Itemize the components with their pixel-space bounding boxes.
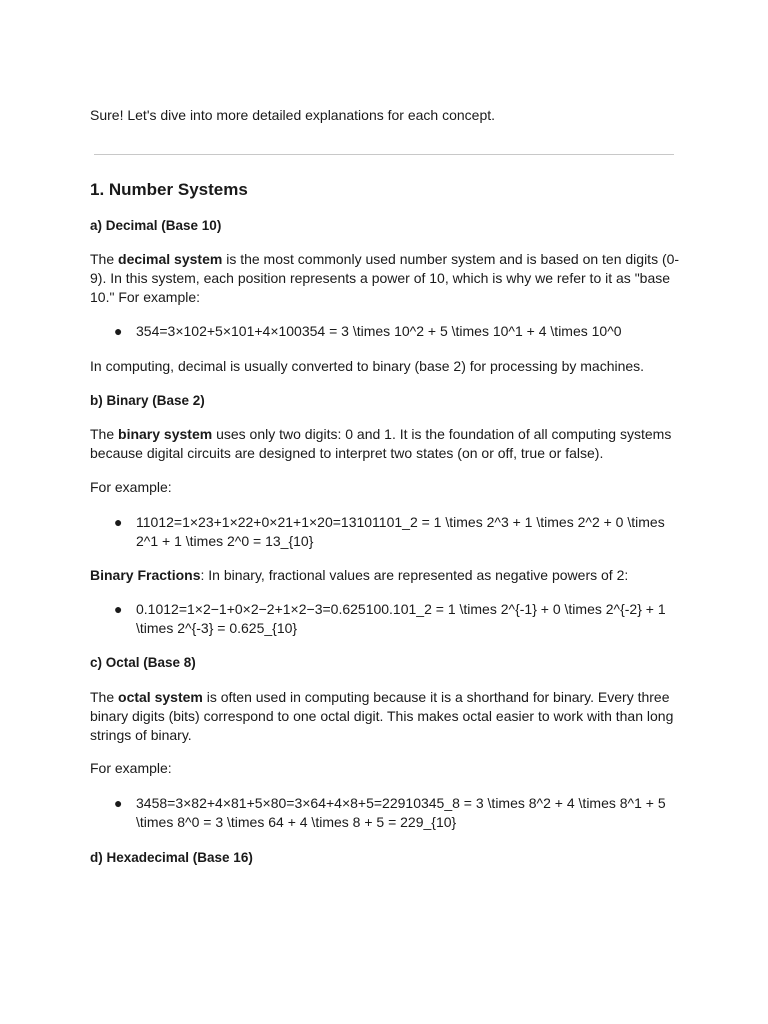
binary-fractions-paragraph: [90, 566, 680, 585]
octal-paragraph-post: is often used in computing because it is a shorthand for binary. Every three binary digits (bits) correspond to one octal digit. This makes octal easier to work with than long strings of binary.: [90, 689, 674, 743]
decimal-paragraph-post: is the most commonly used number system and is based on ten digits (0-9). In this system, each position represents a power of 10, which is why we refer to it as "base 10." For example:: [90, 251, 680, 305]
binary-term: binary system: [118, 426, 213, 442]
octal-heading: c) Octal (Base 8): [90, 655, 196, 670]
octal-paragraph: [90, 688, 680, 745]
octal-term: octal system: [118, 689, 203, 705]
decimal-term: decimal system: [118, 251, 223, 267]
horizontal-divider: [94, 154, 674, 155]
list-item: [90, 600, 680, 638]
binary-paragraph: [90, 425, 680, 463]
binary-fractions-term: Binary Fractions: [90, 567, 201, 583]
decimal-paragraph-pre: The: [90, 251, 119, 267]
octal-for-example: For example:: [90, 760, 172, 776]
binary-fractions-text: : In binary, fractional values are represented as negative powers of 2:: [200, 567, 629, 583]
binary-heading: b) Binary (Base 2): [90, 393, 205, 408]
bullet-icon: ●: [114, 323, 123, 339]
bullet-icon: ●: [114, 601, 123, 617]
bullet-icon: ●: [114, 795, 123, 811]
binary-example: 11012=1×23+1×22+0×21+1×20=13101101_2 = 1 \times 2^3 + 1 \times 2^2 + 0 \times 2^1 + 1 \times 2^0 = 13_{10}: [136, 514, 665, 549]
decimal-heading: a) Decimal (Base 10): [90, 218, 222, 233]
binary-for-example: For example:: [90, 479, 172, 495]
hexadecimal-heading: d) Hexadecimal (Base 16): [90, 850, 253, 865]
decimal-example: 354=3×102+5×101+4×100354 = 3 \times 10^2 + 5 \times 10^1 + 4 \times 10^0: [136, 323, 622, 339]
binary-paragraph-pre: The: [90, 426, 119, 442]
intro-paragraph: Sure! Let's dive into more detailed explanations for each concept.: [90, 107, 496, 123]
binary-paragraph-post: uses only two digits: 0 and 1. It is the foundation of all computing systems because digital circuits are designed to interpret two states (on or off, true or false).: [90, 426, 672, 461]
decimal-paragraph: [90, 250, 680, 307]
list-item: [90, 794, 680, 832]
octal-paragraph-pre: The: [90, 689, 119, 705]
decimal-note: In computing, decimal is usually converted to binary (base 2) for processing by machines.: [90, 358, 645, 374]
bullet-icon: ●: [114, 514, 123, 530]
list-item: [90, 322, 680, 341]
binary-fraction-example: 0.1012=1×2−1+0×2−2+1×2−3=0.625100.101_2 = 1 \times 2^{-1} + 0 \times 2^{-2} + 1 \times 2^{-3} = 0.625_{10}: [136, 601, 666, 636]
octal-example: 3458=3×82+4×81+5×80=3×64+4×8+5=22910345_8 = 3 \times 8^2 + 4 \times 8^1 + 5 \times 8^0 = 3 \times 64 + 4 \times 8 + 5 = 229_{10}: [136, 795, 666, 830]
list-item: [90, 513, 680, 551]
section-title: 1. Number Systems: [90, 180, 248, 199]
